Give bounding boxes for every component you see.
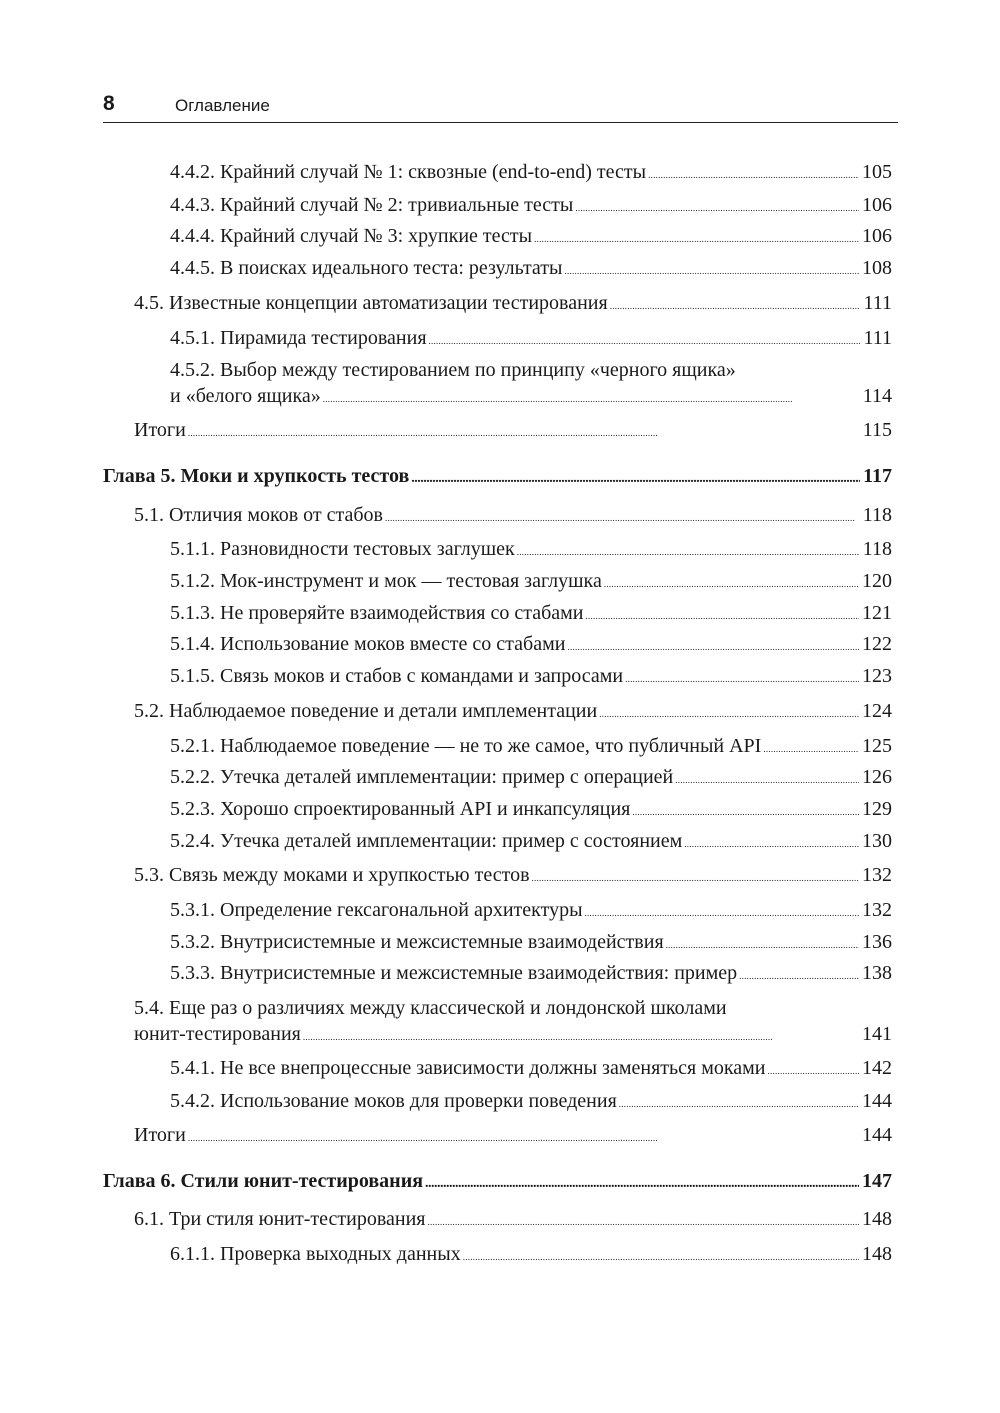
toc-entry-title: 5.3.1. Определение гексагональной архитектуры [170, 899, 583, 921]
toc-entry-4-5-1[interactable] [170, 326, 892, 354]
toc-entry-page: 130 [862, 830, 892, 852]
toc-entry-page: 121 [862, 602, 892, 624]
toc-entry-title: 5.2.1. Наблюдаемое поведение — не то же самое, что публичный API [170, 735, 762, 757]
toc-entry-title: 5.1.1. Разновидности тестовых заглушек [170, 538, 515, 560]
toc-entry-summary-ch4[interactable] [134, 418, 892, 446]
toc-entry-page: 132 [862, 899, 892, 921]
toc-entry-5-3-2[interactable] [170, 930, 892, 958]
dot-leader [632, 797, 859, 825]
toc-entry-5-2[interactable] [134, 699, 892, 727]
toc-entry-title-line1: 5.4. Еще раз о различиях между классической и лондонской школами [134, 997, 727, 1019]
toc-chapter-title: Глава 5. Моки и хрупкость тестов [103, 465, 410, 487]
toc-entry-page: 114 [862, 385, 892, 407]
toc-entry-title: Итоги [134, 419, 186, 441]
toc-entry-page: 148 [862, 1208, 892, 1230]
toc-entry-4-4-2[interactable] [170, 160, 892, 188]
toc-entry-4-5[interactable] [134, 291, 892, 319]
toc-entry-4-5-2[interactable] [170, 358, 892, 412]
toc-entry-5-2-4[interactable] [170, 829, 892, 857]
toc-entry-title-line2: юнит-тестирования [134, 1023, 301, 1045]
dot-leader [517, 537, 860, 565]
toc-chapter-5[interactable] [103, 464, 892, 491]
toc-entry-5-1-3[interactable] [170, 601, 892, 629]
toc-entry-title: 5.1.2. Мок-инструмент и мок — тестовая заглушка [170, 570, 602, 592]
toc-entry-title: 4.4.4. Крайний случай № 3: хрупкие тесты [170, 225, 533, 247]
toc-entry-title: 6.1.1. Проверка выходных данных [170, 1243, 461, 1265]
dot-leader [684, 829, 859, 857]
dot-leader [666, 930, 859, 958]
dot-leader [564, 256, 859, 284]
toc-entry-page: 105 [862, 161, 892, 183]
toc-entry-page: 138 [862, 962, 892, 984]
toc-entry-page: 122 [862, 633, 892, 655]
toc-entry-title: 5.1.5. Связь моков и стабов с командами и запросами [170, 665, 624, 687]
toc-entry-page: 144 [862, 1090, 892, 1112]
toc-entry-title: 5.1. Отличия моков от стабов [134, 504, 383, 526]
toc-entry-title: 5.1.3. Не проверяйте взаимодействия со стабами [170, 602, 584, 624]
toc-entry-title-line1: 4.5.2. Выбор между тестированием по принципу «черного ящика» [170, 359, 736, 381]
toc-entry-page: 123 [862, 665, 892, 687]
page-number: 8 [103, 92, 115, 115]
dot-leader [532, 863, 859, 891]
toc-entry-title: 4.5. Известные концепции автоматизации тестирования [134, 292, 608, 314]
dot-leader [604, 569, 859, 597]
toc-entry-summary-ch5[interactable] [134, 1123, 892, 1151]
toc-entry-page: 115 [862, 419, 892, 441]
toc-entry-page: 118 [862, 504, 892, 526]
toc-entry-5-3-3[interactable] [170, 961, 892, 989]
dot-leader [323, 384, 860, 412]
toc-entry-5-1-5[interactable] [170, 664, 892, 692]
toc-entry-page: 106 [862, 194, 892, 216]
dot-leader [585, 898, 859, 926]
toc-entry-title: 4.5.1. Пирамида тестирования [170, 327, 427, 349]
toc-entry-5-4[interactable] [134, 996, 892, 1050]
toc-entry-page: 141 [862, 1023, 892, 1045]
dot-leader [188, 418, 860, 446]
toc-entry-5-2-2[interactable] [170, 765, 892, 793]
toc-entry-5-1-1[interactable] [170, 537, 892, 565]
running-title: Оглавление [175, 96, 270, 115]
dot-leader [610, 291, 861, 319]
toc-entry-title: 5.3.3. Внутрисистемные и межсистемные взаимодействия: пример [170, 962, 738, 984]
dot-leader [429, 326, 861, 354]
toc-entry-title: 6.1. Три стиля юнит-тестирования [134, 1208, 426, 1230]
toc-entry-5-3-1[interactable] [170, 898, 892, 926]
dot-leader [411, 464, 860, 491]
toc-entry-4-4-4[interactable] [170, 224, 892, 252]
toc-entry-title: 5.3. Связь между моками и хрупкостью тестов [134, 864, 530, 886]
toc-entry-6-1[interactable] [134, 1207, 892, 1235]
toc-entry-page: 147 [862, 1170, 892, 1192]
dot-leader [619, 1089, 859, 1117]
toc-entry-page: 106 [862, 225, 892, 247]
dot-leader [763, 734, 859, 762]
dot-leader [599, 699, 859, 727]
toc-entry-4-4-5[interactable] [170, 256, 892, 284]
toc-entry-5-2-3[interactable] [170, 797, 892, 825]
toc-entry-title: 5.2.3. Хорошо спроектированный API и инкапсуляция [170, 798, 631, 820]
toc-entry-5-2-1[interactable] [170, 734, 892, 762]
toc-entry-page: 132 [862, 864, 892, 886]
toc-entry-title: 5.3.2. Внутрисистемные и межсистемные взаимодействия [170, 931, 664, 953]
toc-entry-5-4-1[interactable] [170, 1056, 892, 1084]
toc-entry-page: 144 [862, 1124, 892, 1146]
dot-leader [768, 1056, 859, 1084]
toc-entry-5-1[interactable] [134, 503, 892, 531]
toc-entry-page: 111 [863, 292, 892, 314]
toc-entry-title-line2: и «белого ящика» [170, 385, 321, 407]
toc-entry-title: Итоги [134, 1124, 186, 1146]
toc-entry-page: 108 [862, 257, 892, 279]
dot-leader [648, 160, 859, 188]
dot-leader [739, 961, 859, 989]
dot-leader [567, 632, 859, 660]
toc-entry-title: 5.2.2. Утечка деталей имплементации: пример с операцией [170, 766, 674, 788]
toc-entry-page: 124 [862, 700, 892, 722]
toc-entry-page: 136 [862, 931, 892, 953]
toc-entry-page: 125 [862, 735, 892, 757]
toc-entry-page: 117 [863, 465, 892, 487]
toc-entry-title: 5.4.1. Не все внепроцессные зависимости должны заменяться моками [170, 1057, 766, 1079]
dot-leader [463, 1242, 859, 1270]
toc-entry-title: 5.1.4. Использование моков вместе со стабами [170, 633, 566, 655]
toc-entry-page: 118 [862, 538, 892, 560]
dot-leader [428, 1207, 859, 1235]
toc-entry-title: 4.4.2. Крайний случай № 1: сквозные (end-to-end) тесты [170, 161, 647, 183]
toc-entry-5-1-4[interactable] [170, 632, 892, 660]
toc-entry-page: 142 [862, 1057, 892, 1079]
toc-entry-page: 120 [862, 570, 892, 592]
toc-chapter-title: Глава 6. Стили юнит-тестирования [103, 1170, 424, 1192]
toc-chapter-6[interactable] [103, 1169, 892, 1196]
toc-entry-page: 111 [863, 327, 892, 349]
dot-leader [303, 1022, 859, 1050]
toc-entry-title: 5.4.2. Использование моков для проверки поведения [170, 1090, 617, 1112]
dot-leader [534, 224, 859, 252]
dot-leader [188, 1123, 859, 1151]
toc-entry-page: 126 [862, 766, 892, 788]
dot-leader [625, 664, 859, 692]
toc-entry-page: 148 [862, 1243, 892, 1265]
toc-entry-title: 5.2. Наблюдаемое поведение и детали имплементации [134, 700, 598, 722]
dot-leader [575, 193, 859, 221]
toc-entry-title: 4.4.5. В поисках идеального теста: результаты [170, 257, 563, 279]
toc-entry-6-1-1[interactable] [170, 1242, 892, 1270]
toc-entry-4-4-3[interactable] [170, 193, 892, 221]
dot-leader [586, 601, 860, 629]
dot-leader [675, 765, 859, 793]
toc-entry-5-1-2[interactable] [170, 569, 892, 597]
toc-entry-page: 129 [862, 798, 892, 820]
dot-leader [385, 503, 860, 531]
toc-entry-title: 5.2.4. Утечка деталей имплементации: пример с состоянием [170, 830, 683, 852]
dot-leader [425, 1169, 859, 1196]
toc-entry-title: 4.4.3. Крайний случай № 2: тривиальные тесты [170, 194, 574, 216]
toc-entry-5-3[interactable] [134, 863, 892, 891]
toc-entry-5-4-2[interactable] [170, 1089, 892, 1117]
